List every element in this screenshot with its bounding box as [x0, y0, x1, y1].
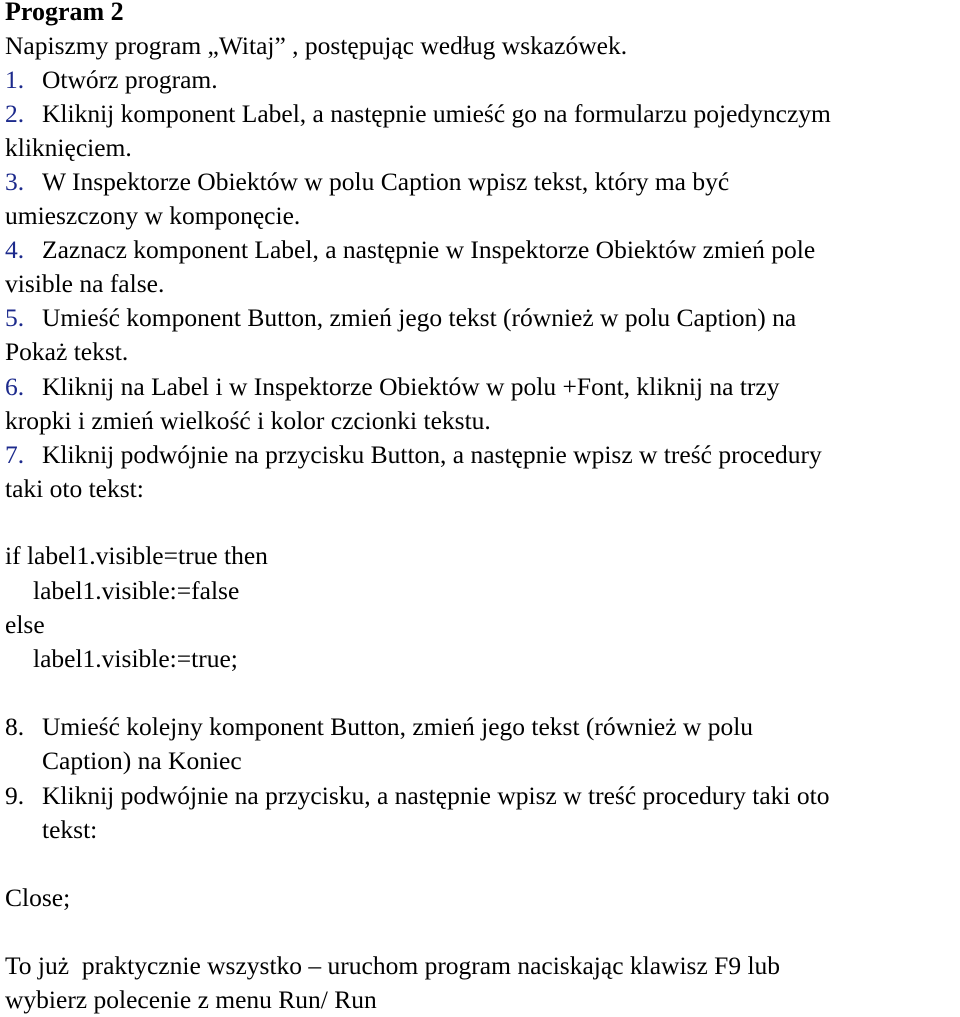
- document-title: Program 2: [5, 0, 124, 26]
- step-9-continuation: tekst:: [42, 815, 98, 844]
- step-8-continuation: Caption) na Koniec: [42, 746, 242, 775]
- step-6: [5, 370, 779, 404]
- step-2-number: 2.: [5, 99, 25, 128]
- step-4-text: Zaznacz komponent Label, a następnie w Inspektorze Obiektów zmień pole: [42, 235, 816, 264]
- step-3-text: W Inspektorze Obiektów w polu Caption wpisz tekst, który ma być: [42, 167, 730, 196]
- code-line-2: label1.visible:=false: [33, 576, 240, 605]
- step-2-text: Kliknij komponent Label, a następnie umieść go na formularzu pojedynczym: [42, 99, 831, 128]
- footer-line-2: wybierz polecenie z menu Run/ Run: [5, 985, 377, 1014]
- step-3-number: 3.: [5, 167, 25, 196]
- step-5-continuation: Pokaż tekst.: [5, 337, 129, 366]
- code-line-3: else: [5, 610, 45, 639]
- code-line-4: label1.visible:=true;: [33, 644, 238, 673]
- intro-text: Napiszmy program „Witaj” , postępując według wskazówek.: [5, 31, 628, 60]
- step-2-continuation: kliknięciem.: [5, 133, 132, 162]
- code-line-1: if label1.visible=true then: [5, 541, 268, 570]
- step-5-number: 5.: [5, 303, 25, 332]
- step-8-number: 8.: [5, 712, 25, 741]
- step-6-number: 6.: [5, 372, 25, 401]
- step-6-continuation: kropki i zmień wielkość i kolor czcionki tekstu.: [5, 406, 491, 435]
- step-9-number: 9.: [5, 781, 25, 810]
- step-1-number: 1.: [5, 65, 25, 94]
- step-7: [5, 438, 822, 472]
- step-7-number: 7.: [5, 440, 25, 469]
- step-3: [5, 165, 729, 199]
- step-1-text: Otwórz program.: [42, 65, 218, 94]
- step-7-continuation: taki oto tekst:: [5, 474, 144, 503]
- step-9: [5, 779, 829, 813]
- step-8: [5, 710, 753, 744]
- step-4-continuation: visible na false.: [5, 269, 165, 298]
- step-8-text: Umieść kolejny komponent Button, zmień jego tekst (również w polu: [42, 712, 754, 741]
- step-2: [5, 97, 831, 131]
- step-4-number: 4.: [5, 235, 25, 264]
- step-4: [5, 233, 815, 267]
- step-3-continuation: umieszczony w komponęcie.: [5, 201, 301, 230]
- step-5-text: Umieść komponent Button, zmień jego tekst (również w polu Caption) na: [42, 303, 797, 332]
- code-close: Close;: [5, 883, 71, 912]
- step-9-text: Kliknij podwójnie na przycisku, a następnie wpisz w treść procedury taki oto: [42, 781, 830, 810]
- step-6-text: Kliknij na Label i w Inspektorze Obiektów w polu +Font, kliknij na trzy: [42, 372, 780, 401]
- step-5: [5, 301, 796, 335]
- step-1: [5, 63, 218, 97]
- footer-line-1: To już praktycznie wszystko – uruchom program naciskając klawisz F9 lub: [5, 951, 781, 980]
- step-7-text: Kliknij podwójnie na przycisku Button, a następnie wpisz w treść procedury: [42, 440, 822, 469]
